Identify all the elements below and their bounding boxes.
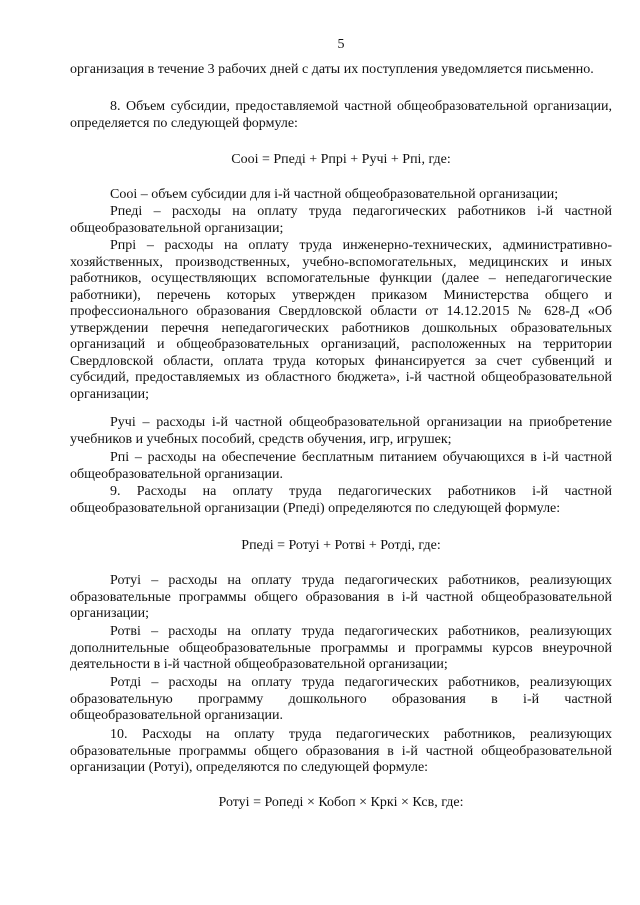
page-number: 5 — [337, 37, 345, 52]
definition-rpi: Рпi – расходы на обеспечение бесплатным питанием обучающихся в i-й частной общеобразовательной организации. — [70, 450, 612, 482]
definition-rpedi: Рпедi – расходы на оплату труда педагогических работников i-й частной общеобразовательной организации; — [70, 204, 612, 236]
definition-rotdi: Ротдi – расходы на оплату труда педагогических работников, реализующих образовательную программу дошкольного образования в i-й частной общеобразовательной организации. — [70, 675, 612, 723]
formula-subsidy: Cooi = Рпедi + Рпрi + Ручi + Рпi, где: — [231, 152, 451, 167]
definition-rotui: Ротуi – расходы на оплату труда педагогических работников, реализующих образовательные программы общего образования в i-й частной общеобразовательной организации; — [70, 573, 612, 621]
paragraph-8: 8. Объем субсидии, предоставляемой частной общеобразовательной организации, определяется по следующей формуле: — [70, 99, 612, 131]
paragraph-9: 9. Расходы на оплату труда педагогических работников i-й частной общеобразовательной организации (Рпедi) определяются по следующей формуле: — [70, 484, 612, 516]
definition-cooi: Cooi – объем субсидии для i-й частной общеобразовательной организации; — [110, 187, 559, 202]
document-page — [70, 0, 612, 905]
paragraph-continuation: организация в течение 3 рабочих дней с даты их поступления уведомляется письменно. — [70, 62, 594, 77]
definition-ruchi: Ручi – расходы i-й частной общеобразовательной организации на приобретение учебников и учебных пособий, средств обучения, игр, игрушек; — [70, 415, 612, 447]
definition-rpri: Рпрi – расходы на оплату труда инженерно-технических, административно-хозяйственных, производственных, учебно-вспомогательных, медицинских и иных работников, осуществляющих вспомогательные функции (далее – непедагогические работники), перечень которых утвержден приказом Министерства общего и профессионального образования Свердловской области от 14.12.2015 № 628-Д «Об утверждении перечня непедагогических работников дошкольных образовательных организаций и общеобразовательных организаций, расположенных на территории Свердловской области, оплата труда которых финансируется за счет субвенций и субсидий, предоставляемых из областного бюджета», i-й частной общеобразовательной организации; — [70, 238, 612, 402]
formula-rpedi: Рпедi = Ротуi + Ротвi + Ротдi, где: — [241, 538, 441, 553]
formula-rotui: Ротуi = Ропедi × Кобоп × Кркi × Ксв, где: — [218, 795, 464, 810]
paragraph-10: 10. Расходы на оплату труда педагогических работников, реализующих образовательные программы общего образования в i-й частной общеобразовательной организации (Ротуi), определяются по следующей формуле: — [70, 727, 612, 775]
definition-rotvi: Ротвi – расходы на оплату труда педагогических работников, реализующих дополнительные общеобразовательные программы и программы курсов внеурочной деятельности в i-й частной общеобразовательной организации; — [70, 624, 612, 672]
